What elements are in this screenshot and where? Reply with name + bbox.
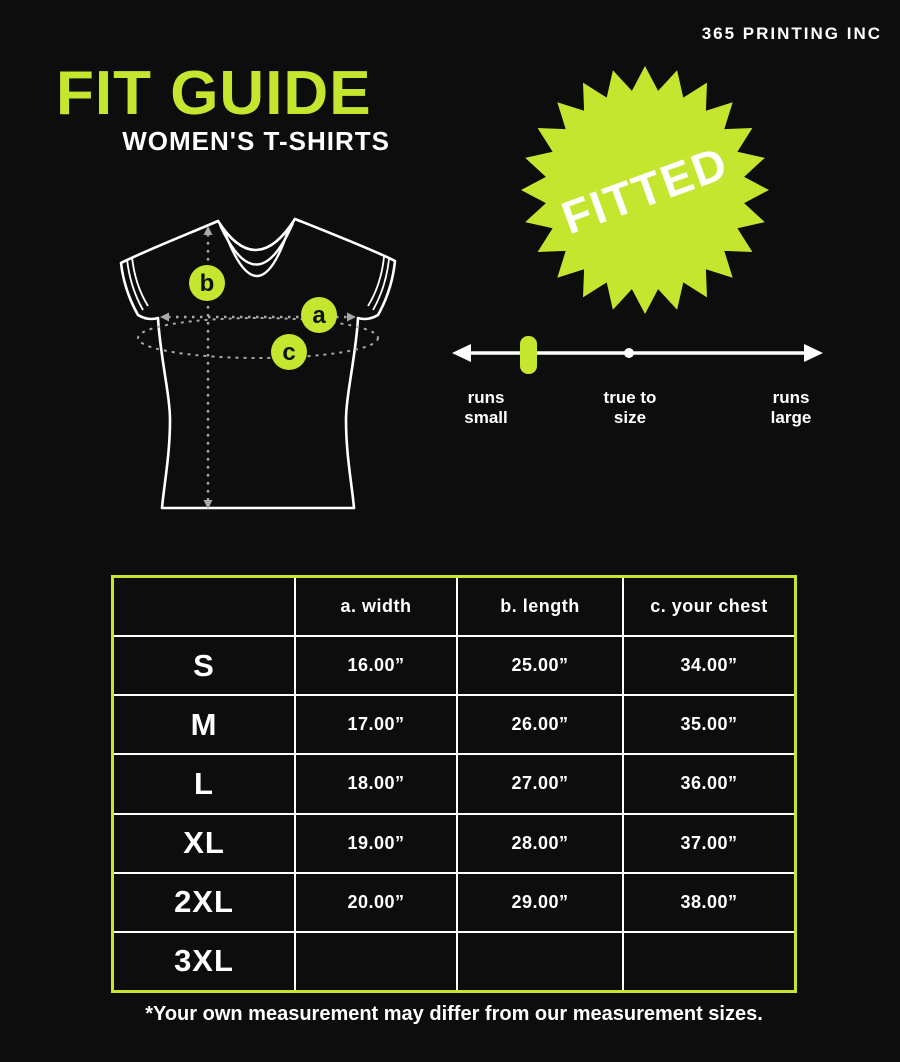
marker-b [189,265,225,301]
table-cell: 26.00” [458,696,622,753]
table-cell: 29.00” [458,874,622,931]
svg-text:c: c [282,339,296,366]
table-cell [624,933,794,990]
table-cell: 35.00” [624,696,794,753]
table-cell: 19.00” [296,815,456,872]
table-header-length: b. length [458,578,622,635]
marker-c [271,334,307,370]
size-label-l: L [114,755,294,812]
table-cell: 18.00” [296,755,456,812]
scale-label-runs-large: runs large [770,388,812,427]
size-label-s: S [114,637,294,694]
arrow-left-icon [452,344,471,362]
table-cell: 20.00” [296,874,456,931]
size-label-xl: XL [114,815,294,872]
fit-scale-arrow [450,340,825,366]
page-subtitle: WOMEN'S T-SHIRTS [122,126,390,156]
scale-label-true-to-size: true to size [603,388,657,427]
brand-name: 365 PRINTING INC [701,24,882,43]
table-cell: 36.00” [624,755,794,812]
tshirt-diagram [100,205,420,525]
scale-label-runs-small: runs small [464,388,508,427]
table-cell: 38.00” [624,874,794,931]
marker-a [301,297,337,333]
measurement-disclaimer: *Your own measurement may differ from our measurement sizes. [145,1003,763,1025]
arrow-right-icon [804,344,823,362]
tshirt-outline-icon [100,205,420,525]
chest-measure-ellipse [138,318,378,358]
table-cell [458,933,622,990]
table-header-blank [114,578,294,635]
size-table [111,575,797,993]
svg-text:a: a [312,302,326,329]
table-header-width: a. width [296,578,456,635]
fit-indicator [520,336,537,374]
page-title: FIT GUIDE [56,59,372,128]
table-cell [296,933,456,990]
size-label-m: M [114,696,294,753]
table-cell: 34.00” [624,637,794,694]
center-dot-icon [624,348,634,358]
table-cell: 27.00” [458,755,622,812]
size-label-3xl: 3XL [114,933,294,990]
fitted-badge-label: FITTED [554,135,736,245]
table-header-your-chest: c. your chest [624,578,794,635]
table-cell: 28.00” [458,815,622,872]
fitted-badge [515,60,775,320]
table-cell: 17.00” [296,696,456,753]
svg-text:b: b [199,270,215,297]
table-cell: 16.00” [296,637,456,694]
size-label-2xl: 2XL [114,874,294,931]
table-cell: 37.00” [624,815,794,872]
table-cell: 25.00” [458,637,622,694]
